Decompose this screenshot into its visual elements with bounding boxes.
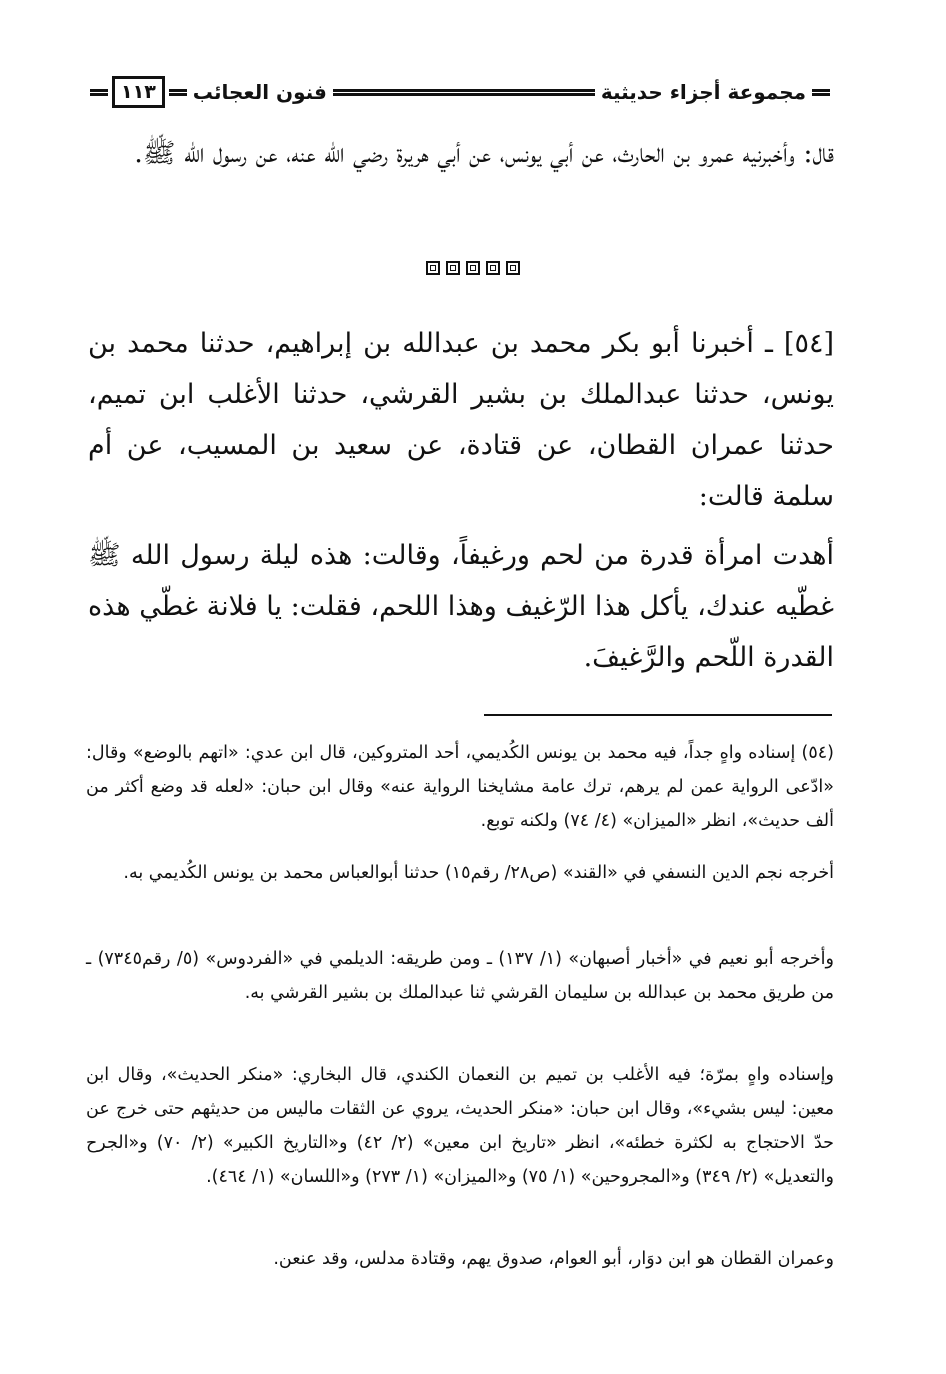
ornament-square-icon	[426, 261, 440, 275]
header-rule-right	[812, 89, 830, 96]
hadith-54-isnad: [٥٤] ـ أخبرنا أبو بكر محمد بن عبدالله بن إبراهيم، حدثنا محمد بن يونس، حدثنا عبدالملك بن بشير القرشي، حدثنا الأغلب ابن تميم، حدثنا عمران القطان، عن قتادة، عن سعيد بن المسيب، عن أم سلمة قالت:	[88, 328, 834, 512]
footnote-54-aghlab: وإسناده واهٍ بمرّة؛ فيه الأغلب بن تميم بن النعمان الكندي، قال البخاري: «منكر الحديث»، وقال ابن معين: ليس بشيء»، وقال ابن حبان: «منكر الحديث، يروي عن الثقات ماليس من حديثهم حتى خرج عن حدّ الاحتجاج به لكثرة خطئه»، انظر «تاريخ ابن معين» (٢/ ٤٢) و«التاريخ الكبير» (٢/ ٧٠) و«الجرح والتعديل» (٢/ ٣٤٩) و«المجروحين» (١/ ٧٥) و«الميزان» (١/ ٢٧٣) و«اللسان» (١/ ٤٦٤).	[86, 1065, 834, 1187]
page-number: ١١٣	[112, 76, 165, 108]
ornament-square-icon	[466, 261, 480, 275]
book-title: فنون العجائب	[192, 80, 327, 104]
ornament-square-icon	[446, 261, 460, 275]
collection-title: مجموعة أجزاء حديثية	[600, 80, 806, 104]
hadith-54-matn: أهدت امرأة قدرة من لحم ورغيفاً، وقالت: هذه ليلة رسول الله ﷺ غطّيه عندك، يأكل هذا الرّغيف وهذا اللحم، فقلت: يا فلانة غطّي هذه القدرة اللّحم والرَّغيفَ.	[88, 540, 834, 673]
footnote-54-grading: (٥٤) إسناده واهٍ جداً، فيه محمد بن يونس الكُديمي، أحد المتروكين، قال ابن عدي: «اتهم بالوضع» وقال: «ادّعى الرواية عمن لم يرهم، ترك عامة مشايخنا الرواية عنه» وقال ابن حبان: «لعله قد وضع أكثر من ألف حديث»، انظر «الميزان» (٤/ ٧٤) ولكنه توبع.	[86, 743, 834, 831]
footnote-54-imran: وعمران القطان هو ابن دوَار، أبو العوام، صدوق يهم، وقتادة مدلس، وقد عنعن.	[273, 1249, 834, 1269]
previous-hadith-ending: قال: وأخبرنيه عمرو بن الحارث، عن أبي يونس، عن أبي هريرة رضي الله عنه، عن رسول الله ﷺ.	[134, 138, 834, 169]
header-rule-middle	[333, 89, 595, 96]
header-rule-left-inner	[169, 89, 187, 96]
header-rule-left	[90, 89, 108, 96]
footnote-54-abu-nuaym: وأخرجه أبو نعيم في «أخبار أصبهان» (١/ ١٣٧) ـ ومن طريقه: الديلمي في «الفردوس» (٥/ رقم٧٣٤٥) ـ من طريق محمد بن عبدالله بن سليمان القرشي ثنا عبدالملك بن بشير القرشي به.	[86, 949, 834, 1003]
footnote-54-nasafi: أخرجه نجم الدين النسفي في «القند» (ص٢٨/ رقم١٥) حدثنا أبوالعباس محمد بن يونس الكُديمي به.	[123, 863, 834, 883]
ornament-square-icon	[486, 261, 500, 275]
running-header	[86, 74, 834, 110]
section-separator-ornament	[0, 261, 946, 275]
footnote-separator	[484, 714, 832, 716]
ornament-square-icon	[506, 261, 520, 275]
